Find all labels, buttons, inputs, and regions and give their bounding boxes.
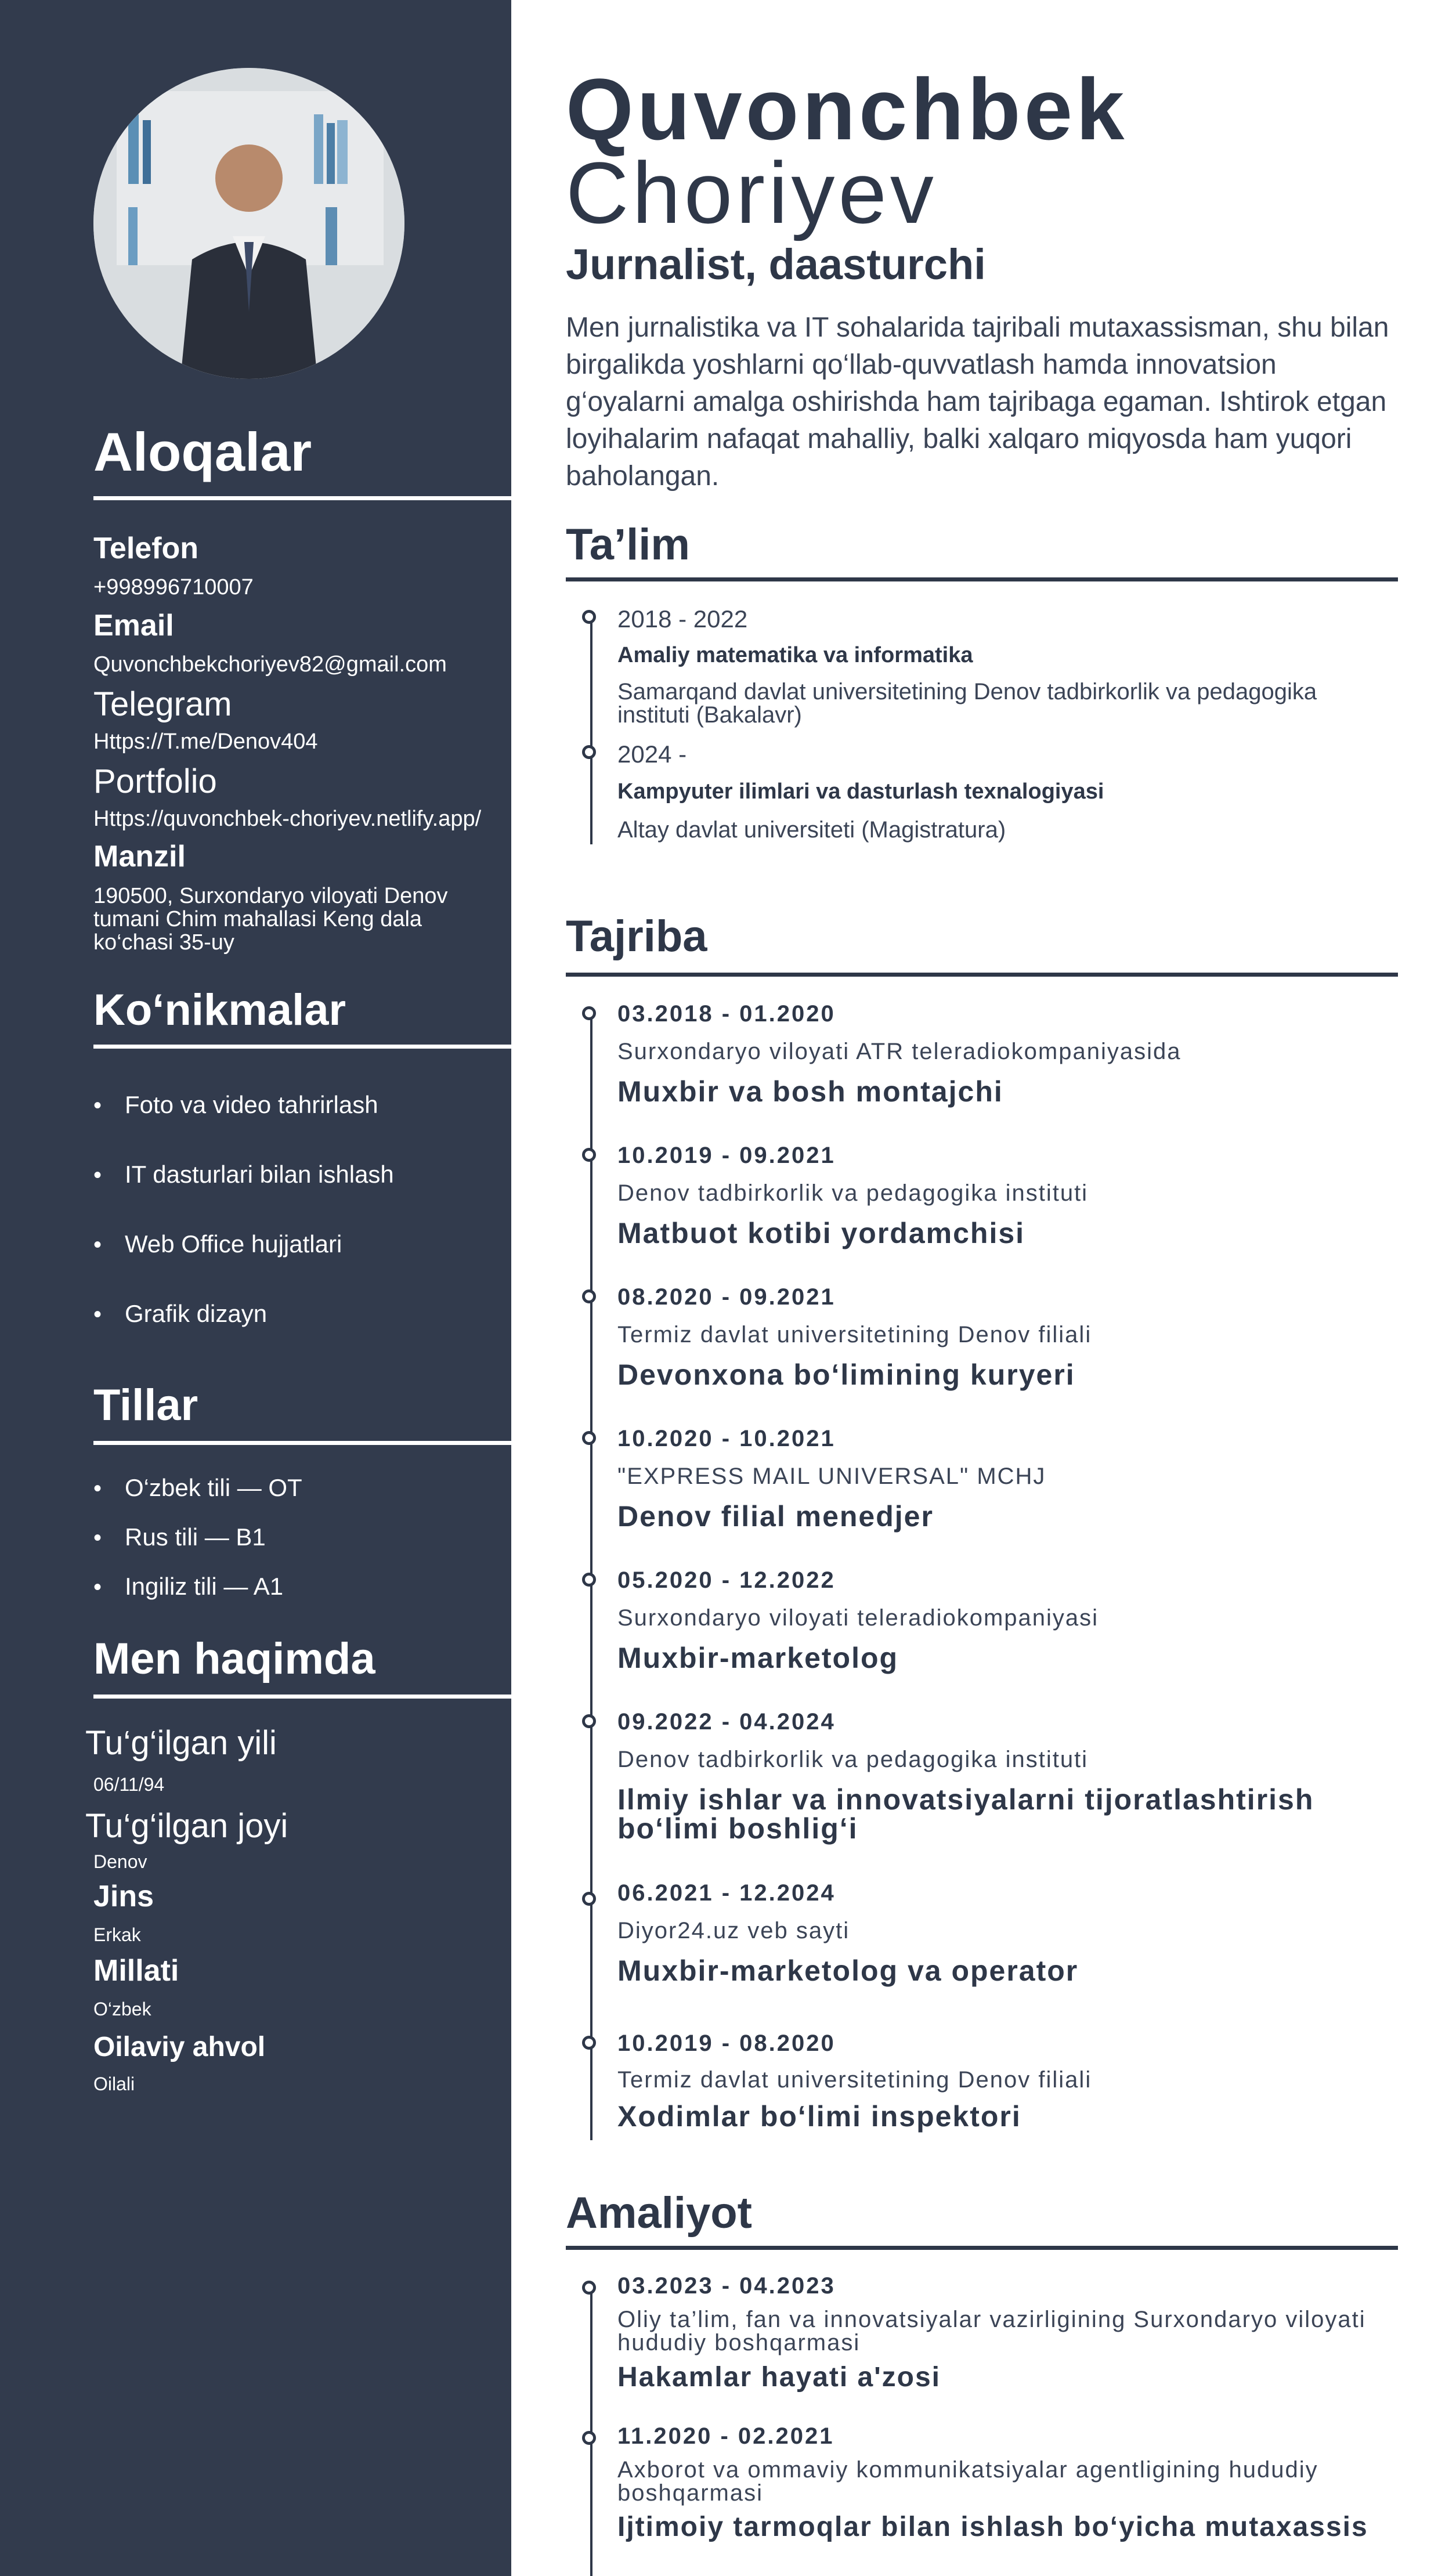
- education-degree: Kampyuter ilimlari va dasturlash texnalogiyasi: [617, 779, 1104, 804]
- experience-heading: Tajriba: [566, 912, 707, 961]
- contacts-heading: Aloqalar: [93, 421, 312, 482]
- timeline-dot: [582, 1006, 596, 1020]
- experience-role: Muxbir-marketolog: [617, 1642, 899, 1674]
- practice-org: Axborot va ommaviy kommunikatsiyalar agentligining hududiy boshqarmasi: [617, 2457, 1318, 2506]
- experience-dates: 06.2021 - 12.2024: [617, 1880, 836, 1906]
- education-institution: Altay davlat universiteti (Magistratura): [617, 817, 1006, 843]
- experience-role: Denov filial menedjer: [617, 1500, 934, 1533]
- summary-text: Men jurnalistika va IT sohalarida tajribali mutaxassisman, shu bilan birgalikda yoshlarni qo‘llab-quvvatlash hamda innovatsion g‘oyalarni amalga oshirishda ham tajribaga egaman. Ishtirok etgan loyihalarim nafaqat mahalliy, balki xalqaro miqyosda ham yuqori baholangan.: [566, 312, 1389, 492]
- nationality-value: O‘zbek: [93, 1999, 151, 2019]
- experience-role: Ilmiy ishlar va innovatsiyalarni tijoratlashtirish bo‘limi boshlig‘i: [617, 1783, 1314, 1845]
- education-years: 2024 -: [617, 740, 687, 768]
- experience-dates: 03.2018 - 01.2020: [617, 1001, 836, 1027]
- timeline-dot: [582, 745, 596, 759]
- education-institution: Samarqand davlat universitetining Denov tadbirkorlik va pedagogika instituti (Bakalavr): [617, 679, 1317, 728]
- experience-role: Matbuot kotibi yordamchisi: [617, 1217, 1025, 1249]
- experience-role: Devonxona bo‘limining kuryeri: [617, 1359, 1075, 1391]
- experience-dates: 09.2022 - 04.2024: [617, 1709, 836, 1735]
- language-item: • Rus tili — B1: [93, 1523, 266, 1551]
- gender-label: Jins: [93, 1880, 154, 1913]
- address-value: 190500, Surxondaryo viloyati Denov tumani Chim mahallasi Keng dala ko‘chasi 35-uy: [93, 884, 448, 955]
- timeline-dot: [582, 2281, 596, 2295]
- email-label: Email: [93, 609, 174, 642]
- experience-role: Xodimlar bo‘limi inspektori: [617, 2100, 1021, 2133]
- birth-place-value: Denov: [93, 1851, 147, 1872]
- experience-dates: 10.2019 - 09.2021: [617, 1143, 836, 1168]
- experience-role: Muxbir-marketolog va operator: [617, 1954, 1079, 1987]
- experience-dates: 10.2020 - 10.2021: [617, 1426, 836, 1451]
- experience-role: Muxbir va bosh montajchi: [617, 1075, 1003, 1108]
- timeline-dot: [582, 610, 596, 624]
- timeline-dot: [582, 1892, 596, 1906]
- about-divider: [93, 1695, 511, 1699]
- skill-item: • IT dasturlari bilan ishlash: [93, 1161, 394, 1188]
- address-label: Manzil: [93, 840, 186, 873]
- profile-photo: [93, 68, 404, 379]
- practice-role: Ijtimoiy tarmoqlar bilan ishlash bo‘yicha mutaxassis: [617, 2512, 1368, 2542]
- practice-role: Hakamlar hayati a'zosi: [617, 2362, 941, 2393]
- practice-dates: 11.2020 - 02.2021: [617, 2423, 834, 2449]
- practice-org: Oliy ta’lim, fan va innovatsiyalar vazirligining Surxondaryo viloyati hududiy boshqarmasi: [617, 2307, 1366, 2355]
- experience-org: Diyor24.uz veb sayti: [617, 1918, 850, 1943]
- birth-year-label: Tu‘g‘ilgan yili: [85, 1724, 277, 1762]
- education-divider: [566, 577, 1398, 581]
- marital-status-value: Oilali: [93, 2073, 135, 2094]
- practice-divider: [566, 2246, 1398, 2250]
- contacts-divider: [93, 496, 511, 500]
- gender-value: Erkak: [93, 1924, 141, 1945]
- experience-dates: 05.2020 - 12.2022: [617, 1567, 836, 1593]
- education-degree: Amaliy matematika va informatika: [617, 643, 973, 667]
- experience-org: Termiz davlat universitetining Denov filiali: [617, 2067, 1092, 2093]
- education-timeline: [590, 615, 592, 844]
- timeline-dot: [582, 1148, 596, 1162]
- phone-label: Telefon: [93, 532, 199, 565]
- portfolio-link[interactable]: Https://quvonchbek-choriyev.netlify.app/: [93, 807, 482, 831]
- experience-org: "EXPRESS MAIL UNIVERSAL" MCHJ: [617, 1464, 1046, 1489]
- sidebar: [0, 0, 511, 2576]
- birth-year-value: 06/11/94: [93, 1774, 165, 1795]
- nationality-label: Millati: [93, 1954, 179, 1988]
- birth-place-label: Tu‘g‘ilgan joyi: [85, 1807, 288, 1845]
- portrait-image-icon: [93, 68, 404, 379]
- last-name: Choriyev: [566, 144, 937, 241]
- about-heading: Men haqimda: [93, 1634, 375, 1683]
- skills-heading: Ko‘nikmalar: [93, 985, 346, 1035]
- first-name: Quvonchbek: [566, 60, 1128, 158]
- experience-dates: 10.2019 - 08.2020: [617, 2031, 836, 2056]
- practice-dates: 03.2023 - 04.2023: [617, 2273, 836, 2299]
- education-heading: Ta’lim: [566, 520, 690, 569]
- skill-item: • Grafik dizayn: [93, 1300, 267, 1328]
- marital-status-label: Oilaviy ahvol: [93, 2032, 266, 2062]
- experience-org: Denov tadbirkorlik va pedagogika instituti: [617, 1180, 1089, 1206]
- timeline-dot: [582, 2431, 596, 2445]
- experience-divider: [566, 973, 1398, 977]
- experience-org: Surxondaryo viloyati teleradiokompaniyasi: [617, 1605, 1099, 1631]
- language-item: • O‘zbek tili — OT: [93, 1474, 302, 1502]
- phone-value[interactable]: +998996710007: [93, 575, 254, 599]
- languages-heading: Tillar: [93, 1381, 198, 1430]
- experience-dates: 08.2020 - 09.2021: [617, 1284, 836, 1310]
- languages-divider: [93, 1441, 511, 1445]
- experience-org: Termiz davlat universitetining Denov filiali: [617, 1322, 1092, 1347]
- portfolio-label: Portfolio: [93, 763, 217, 800]
- telegram-label: Telegram: [93, 685, 232, 723]
- education-years: 2018 - 2022: [617, 605, 748, 633]
- experience-org: Surxondaryo viloyati ATR teleradiokompaniyasida: [617, 1039, 1182, 1064]
- timeline-dot: [582, 1431, 596, 1445]
- timeline-dot: [582, 1714, 596, 1728]
- skills-divider: [93, 1045, 511, 1049]
- timeline-dot: [582, 1289, 596, 1303]
- skill-item: • Foto va video tahrirlash: [93, 1091, 378, 1119]
- experience-org: Denov tadbirkorlik va pedagogika instituti: [617, 1747, 1089, 1772]
- telegram-link[interactable]: Https://T.me/Denov404: [93, 729, 318, 754]
- skill-item: • Web Office hujjatlari: [93, 1230, 342, 1258]
- timeline-dot: [582, 2036, 596, 2050]
- practice-heading: Amaliyot: [566, 2188, 752, 2238]
- timeline-dot: [582, 1573, 596, 1587]
- email-value[interactable]: Quvonchbekchoriyev82@gmail.com: [93, 652, 447, 677]
- job-title: Jurnalist, daasturchi: [566, 240, 986, 288]
- language-item: • Ingiliz tili — A1: [93, 1573, 283, 1600]
